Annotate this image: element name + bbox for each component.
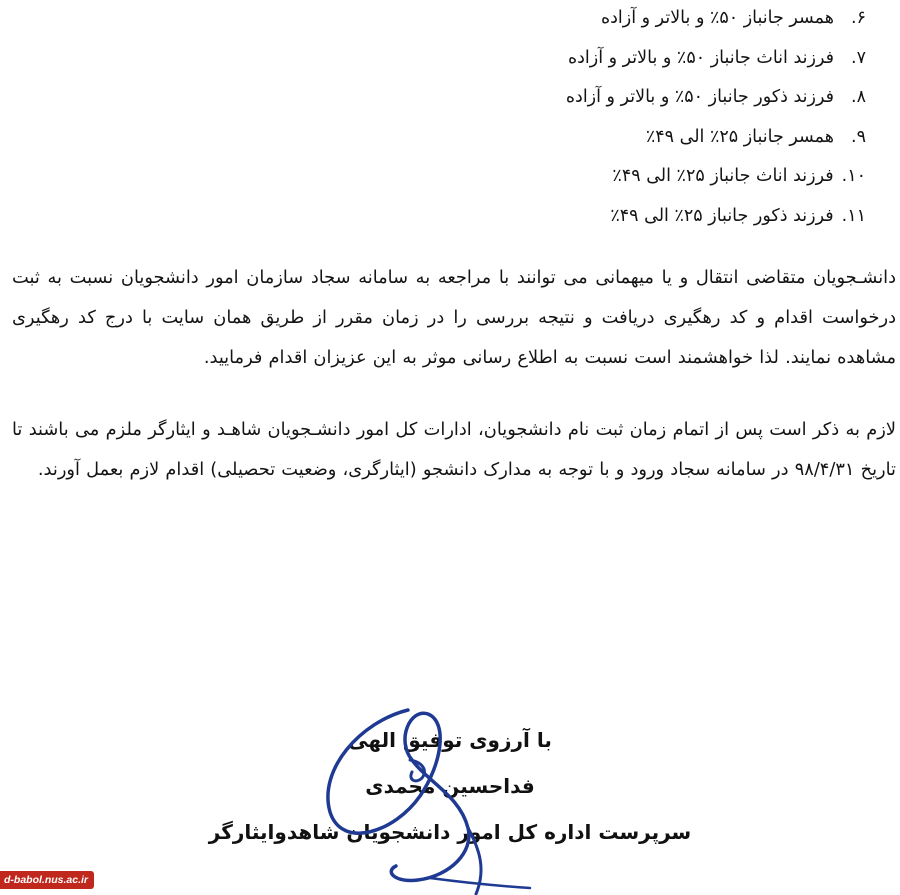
list-item — [266, 198, 866, 238]
list-item-number: ۶. — [851, 8, 866, 28]
list-item — [266, 79, 866, 119]
list-item — [266, 0, 866, 40]
list-item-text: همسر جانباز ۲۵٪ الی ۴۹٪ — [645, 126, 834, 147]
list-item-number: ۷. — [851, 47, 866, 68]
list-item-number: ۸. — [851, 87, 866, 107]
list-item-text: فرزند ذکور جانباز ۲۵٪ الی ۴۹٪ — [610, 205, 834, 226]
signature-block — [150, 712, 750, 895]
list-item-text: فرزند اناث جانباز ۵۰٪ و بالاتر و آزاده — [567, 47, 834, 68]
list-item-text: همسر جانباز ۵۰٪ و بالاتر و آزاده — [600, 8, 834, 28]
list-item-number: ۱۰. — [841, 166, 866, 186]
list-item — [266, 40, 866, 80]
list-item-text: فرزند ذکور جانباز ۵۰٪ و بالاتر و آزاده — [565, 87, 834, 107]
signatory-title: سرپرست اداره کل امور دانشجویان شاهدوایثارگر — [208, 820, 692, 844]
site-watermark: d-babol.nus.ac.ir — [0, 871, 94, 889]
list-item-number: ۹. — [851, 126, 866, 147]
list-item-number: ۱۱. — [841, 205, 866, 226]
deadline-paragraph: لازم به ذکر است پس از اتمام زمان ثبت نام دانشجویان، ادارات کل امور دانشـجویان شاهـد و ایثارگر ملزم می باشند تا تاریخ ۹۸/۴/۳۱ در سامانه سجاد ورود و با توجه به مدارک دانشجو (ایثارگری، وضعیت تحصیلی) اقدام لازم بعمل آورند. — [12, 419, 896, 480]
eligibility-list — [266, 0, 866, 237]
signatory-name: فداحسین محمدی — [365, 774, 535, 798]
transfer-request-paragraph: دانشـجویان متقاضی انتقال و یا میهمانی می توانند با مراجعه به سامانه سجاد سازمان امور دانشجویان نسبت به ثبت درخواست اقدام و کد رهگیری دریافت و نتیجه بررسی را در زمان مقرر از طریق همان سایت با درج کد رهگیری مشاهده نمایند. لذا خواهشمند است نسبت به اطلاع رسانی موثر به این عزیزان اقدام فرمایید. — [12, 267, 896, 368]
list-item — [266, 158, 866, 198]
list-item-text: فرزند اناث جانباز ۲۵٪ الی ۴۹٪ — [612, 166, 834, 186]
closing-salutation: با آرزوی توفیق الهی — [348, 728, 552, 752]
list-item — [266, 119, 866, 159]
